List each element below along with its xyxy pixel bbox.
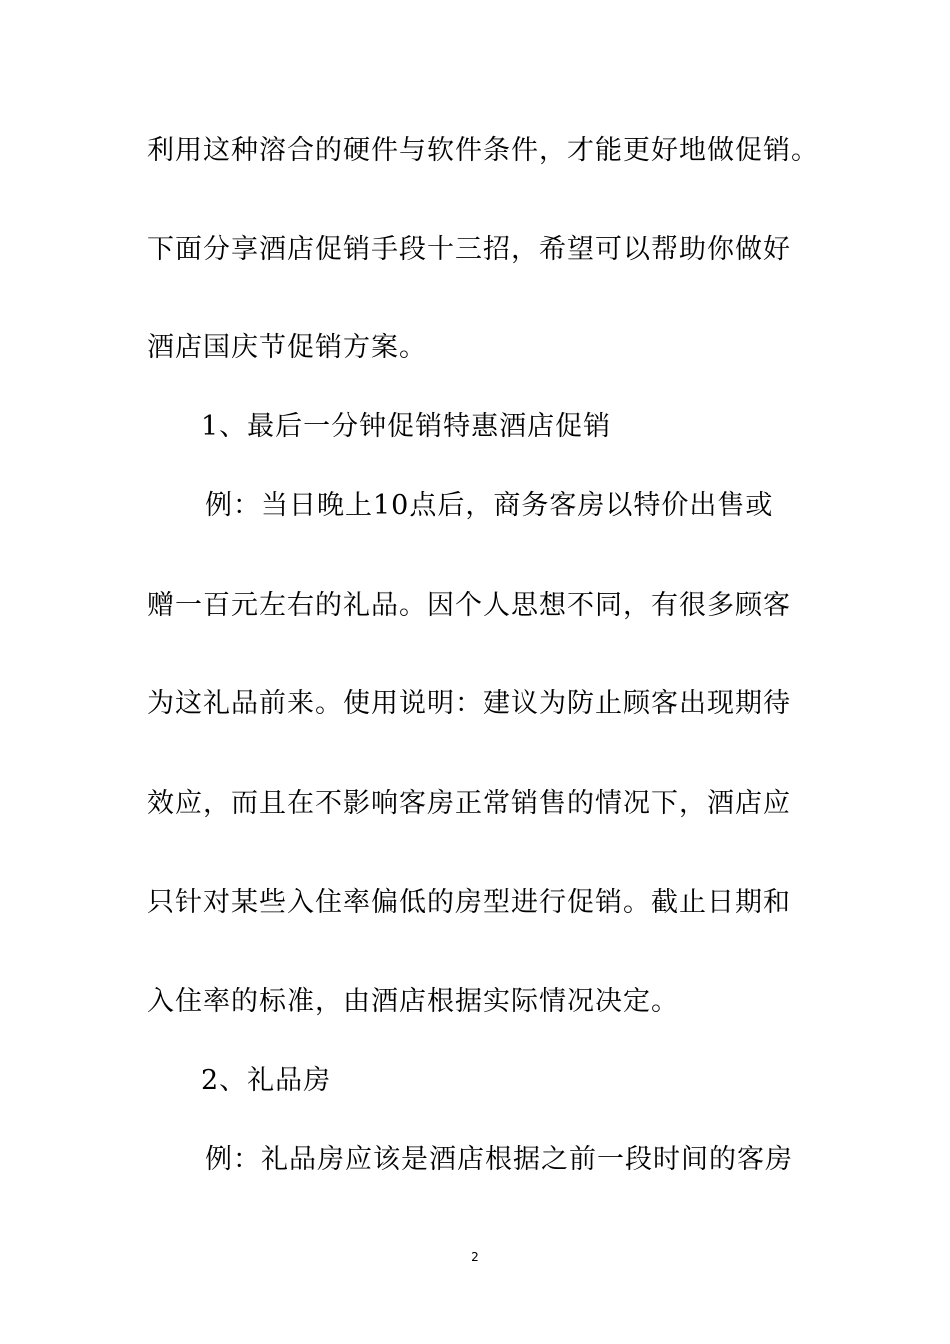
body-text-line: 赠一百元左右的礼品。因个人思想不同，有很多顾客 (147, 590, 791, 621)
body-text-line: 为这礼品前来。使用说明：建议为防止顾客出现期待 (147, 688, 791, 719)
section-heading-1: 1、最后一分钟促销特惠酒店促销 (201, 411, 612, 442)
body-text-line: 酒店国庆节促销方案。 (147, 332, 427, 363)
body-text-line: 入住率的标准，由酒店根据实际情况决定。 (147, 986, 679, 1017)
body-text-line: 利用这种溶合的硬件与软件条件，才能更好地做促销。 (147, 135, 819, 166)
body-text-line: 只针对某些入住率偏低的房型进行促销。截止日期和 (147, 887, 791, 918)
page-number: 2 (471, 1250, 479, 1264)
body-text-line: 下面分享酒店促销手段十三招，希望可以帮助你做好 (147, 234, 791, 265)
body-text-line: 例：礼品房应该是酒店根据之前一段时间的客房 (205, 1144, 793, 1175)
body-text-line: 效应，而且在不影响客房正常销售的情况下，酒店应 (147, 788, 791, 819)
section-heading-2: 2、礼品房 (201, 1065, 332, 1096)
body-text-line: 例：当日晚上10点后，商务客房以特价出售或 (205, 490, 774, 521)
